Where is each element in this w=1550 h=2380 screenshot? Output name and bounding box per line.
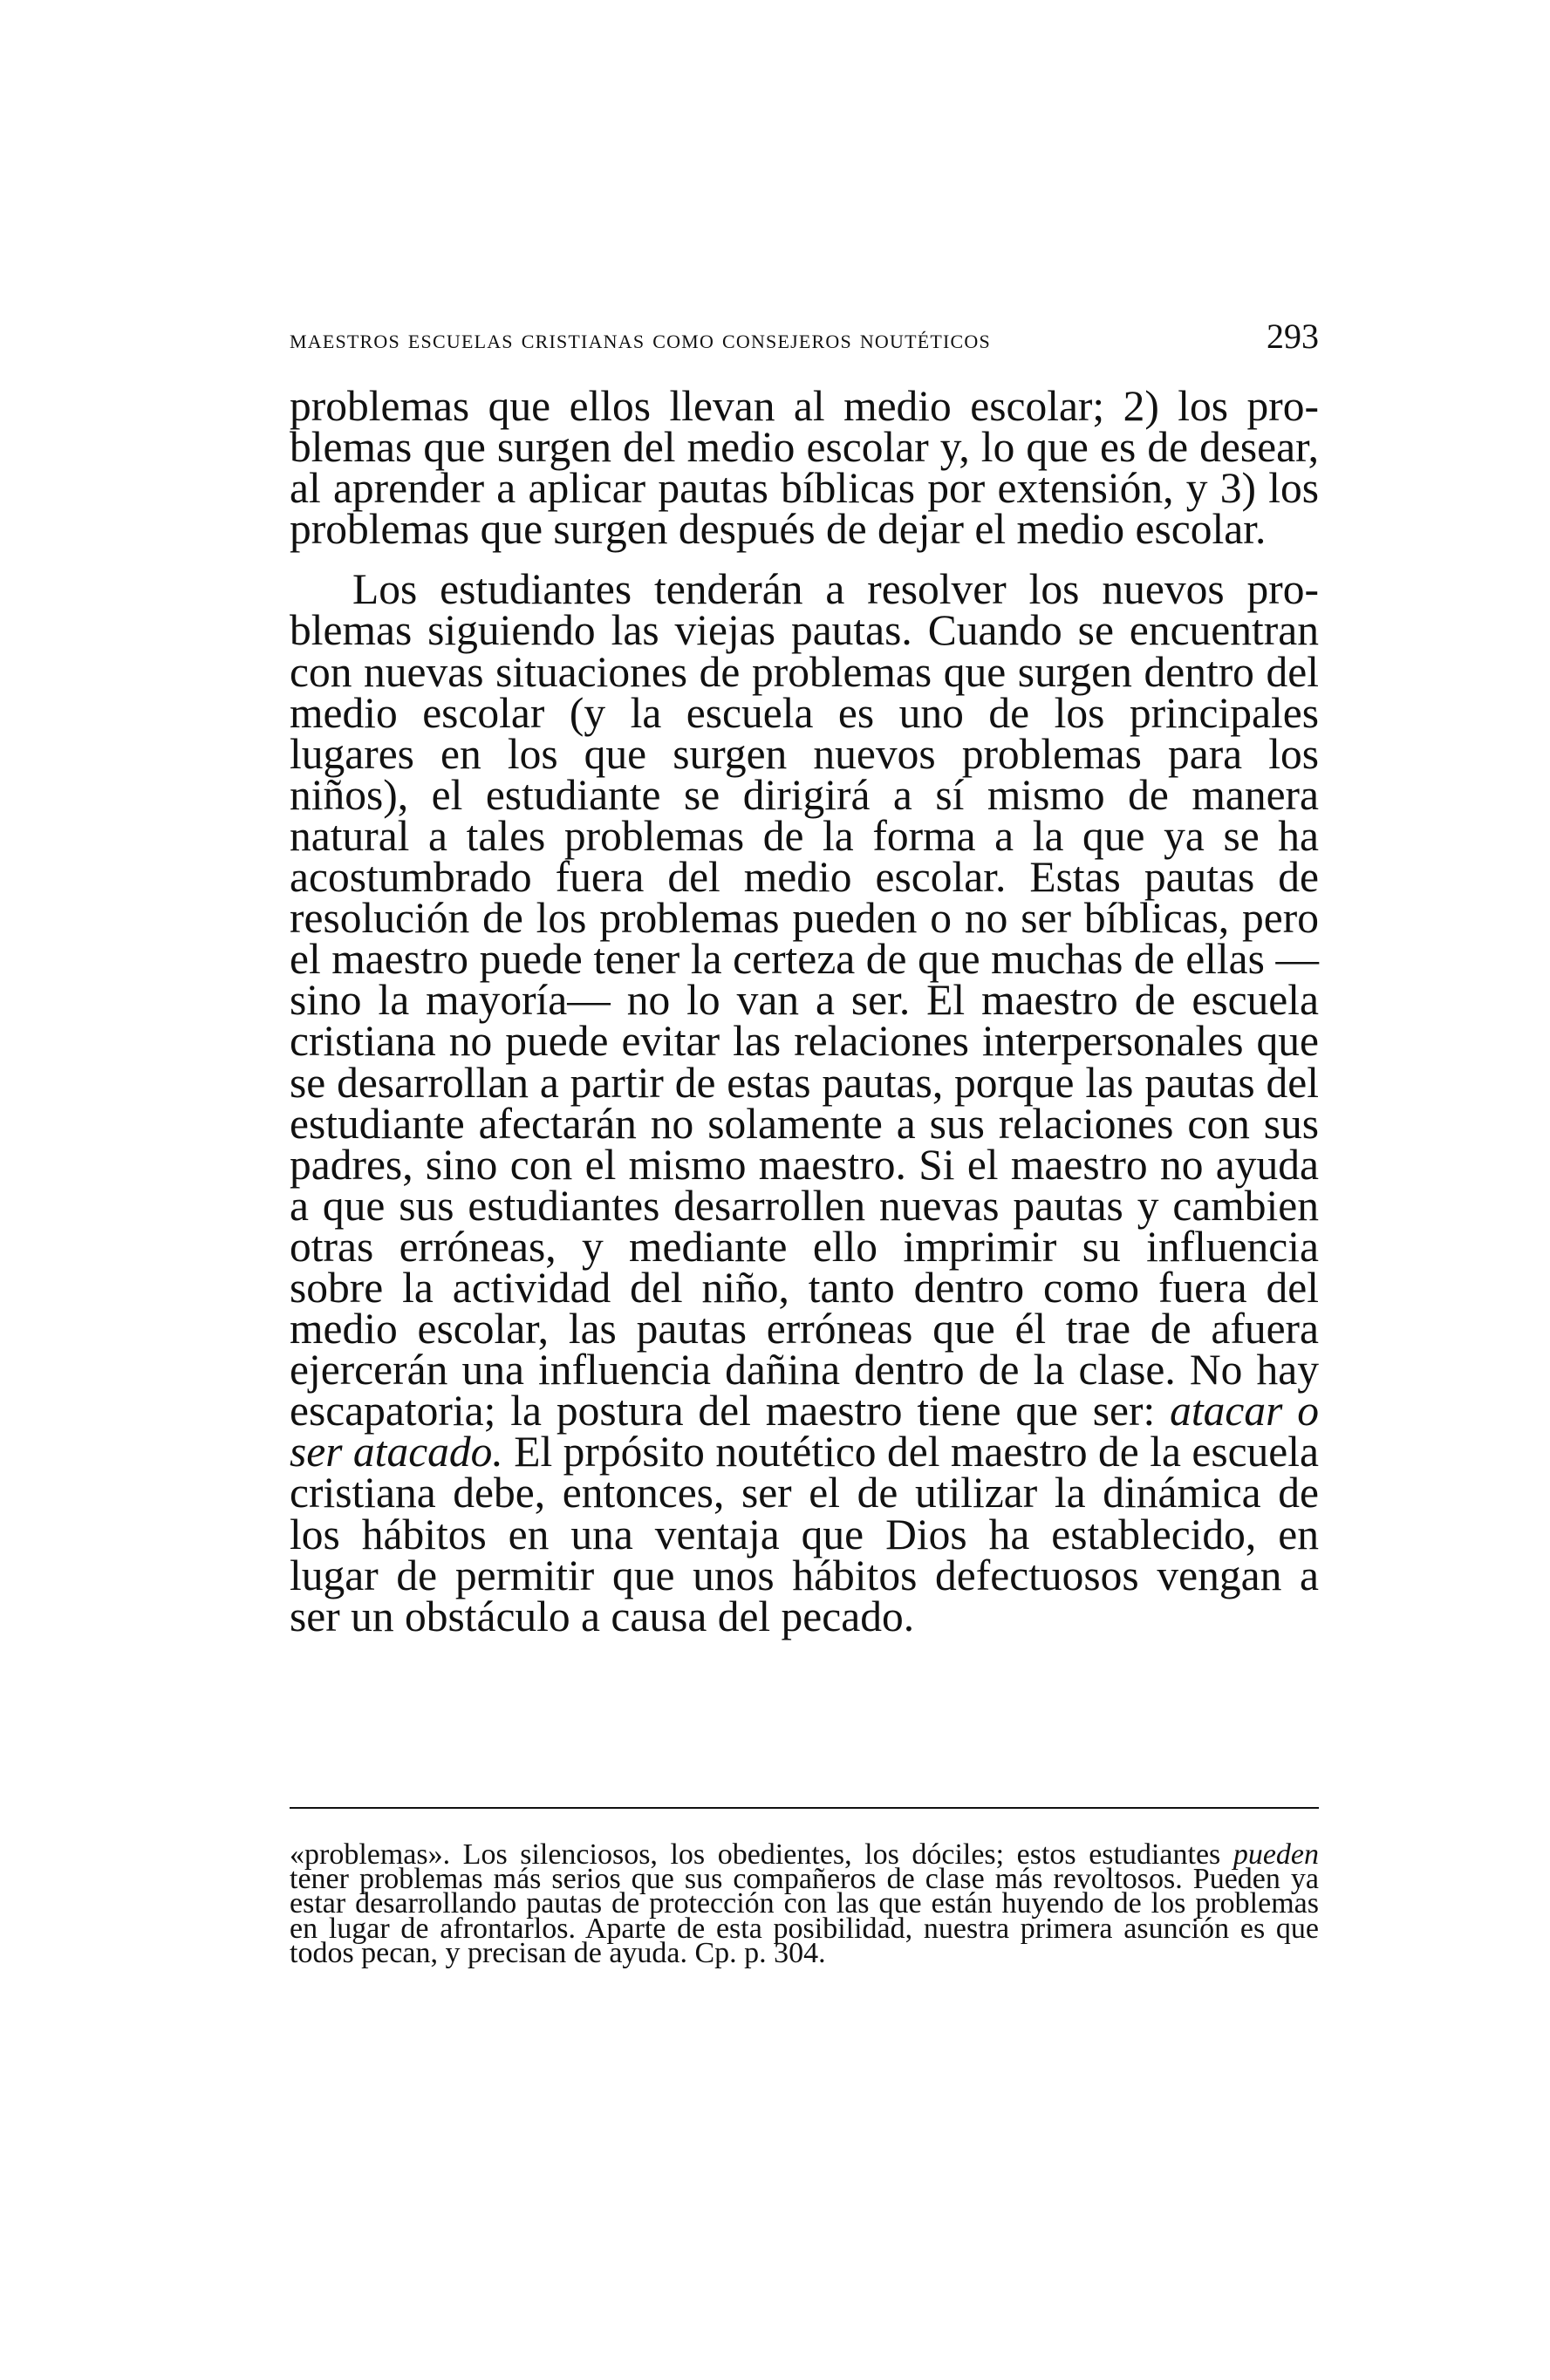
paragraph-2-text-a: Los estudiantes tenderán a resolver los nuevos problemas siguiendo las viejas pautas. Cuando se encuentran con nuevas situaciones de problemas que surgen dentro del medio escolar (y la escuela es uno de los principales lugares en los que surgen nuevos problemas para los niños), el estudiante se dirigirá a sí mismo de manera natural a tales problemas de la forma a la que ya se ha acostumbrado fuera del medio escolar. Estas pautas de resolución de los problemas pueden o no ser bíblicas, pero el maestro puede tener la certeza de que muchas de ellas —sino la mayoría— no lo van a ser. El maestro de escuela cristiana no puede evitar las relaciones interpersonales que se desarrollan a partir de estas pautas, porque las pautas del estudiante afectarán no solamente a sus relaciones con sus padres, sino con el mismo maestro. Si el maestro no ayuda a que sus estudiantes desarrollen nuevas pautas y cambien otras erróneas, y mediante ello imprimir su influencia sobre la actividad del niño, tanto dentro como fuera del medio escolar, las pautas erróneas que él trae de afuera ejercerán una influencia dañina dentro de la clase. No hay escapatoria; la postura del maestro tiene que ser: bbox=[290, 565, 1319, 1436]
footnote bbox=[290, 1838, 1319, 1969]
paragraph-2-text-b: El prpósito noutético del maestro de la escuela cristiana debe, entonces, ser el de utilizar la dinámica de los hábitos en una ventaja que Dios ha establecido, en lugar de permitir que unos hábitos defectuosos vengan a ser un obstáculo a causa del pecado. bbox=[290, 1428, 1319, 1640]
page-number: 293 bbox=[1267, 317, 1319, 356]
footnote-rule bbox=[290, 1807, 1319, 1809]
paragraph-1-text: problemas que ellos llevan al medio escolar; 2) los problemas que surgen del medio escolar y, lo que es de desear, al aprender a aplicar pautas bíblicas por extensión, y 3) los problemas que surgen después de dejar el medio escolar. bbox=[290, 382, 1319, 554]
paragraph-1 bbox=[290, 382, 1319, 554]
body-text bbox=[290, 382, 1319, 1640]
footnote-text-b: tener problemas más serios que sus compañeros de clase más revoltosos. Pueden ya estar desarrollando pautas de protección con las que están huyendo de los problemas en lugar de afrontarlos. Aparte de esta posibilidad, nuestra primera asunción es que todos pecan, y precisan de ayuda. Cp. p. 304. bbox=[290, 1863, 1319, 1969]
running-head bbox=[290, 316, 1319, 359]
footnote-emphasis: pueden bbox=[1232, 1838, 1319, 1871]
paragraph-2-emphasis: atacar o ser atacado. bbox=[290, 1387, 1319, 1476]
running-title: maestros escuelas cristianas como consejeros noutéticos bbox=[290, 324, 991, 354]
paragraph-2 bbox=[290, 565, 1319, 1640]
footnote-text-a: «problemas». Los silenciosos, los obedientes, los dóciles; estos estudiantes bbox=[290, 1838, 1233, 1871]
